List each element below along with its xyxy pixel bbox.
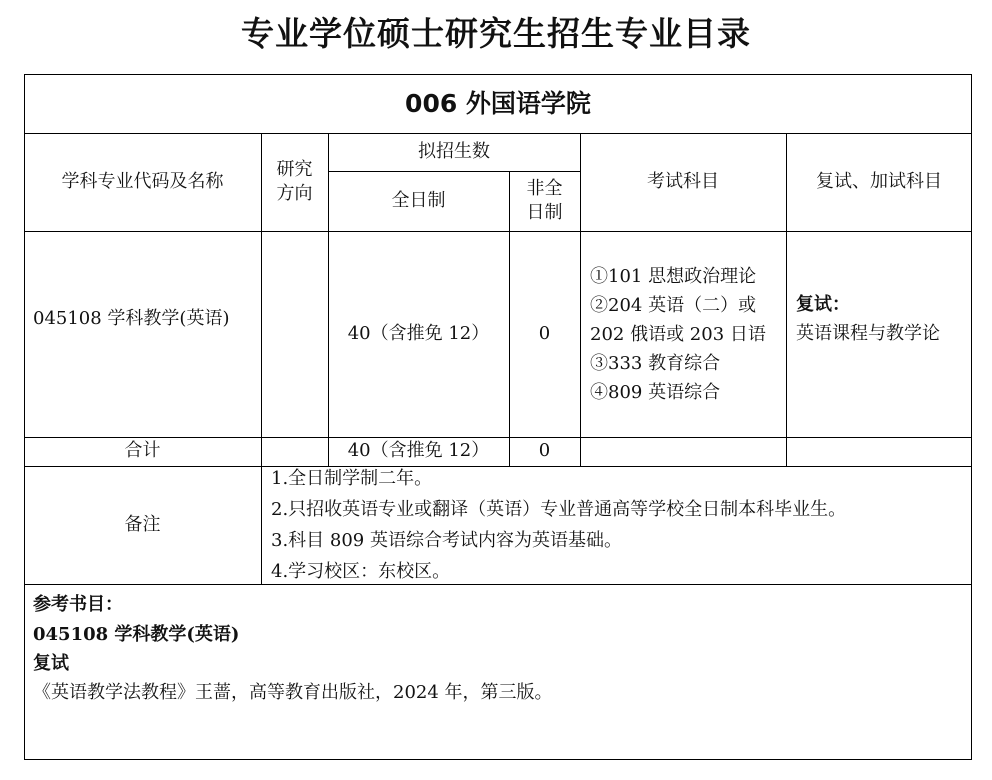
header-direction: [261, 133, 328, 231]
exam-subject: ①101 思想政治理论: [590, 265, 757, 287]
references-section: 复试: [33, 653, 69, 674]
retest-subject: 英语课程与教学论: [796, 323, 940, 344]
exam-subject: 202 俄语或 203 日语: [590, 323, 766, 345]
program-code-name: 045108 学科教学(英语): [33, 307, 230, 329]
notes-label: 备注: [124, 513, 161, 535]
retest-label: 复试：: [796, 294, 850, 315]
note-item: 1.全日制学制二年。: [271, 468, 433, 489]
header-full-time: 全日制: [391, 189, 446, 211]
reference-book: 《英语教学法教程》王蔷，高等教育出版社，2024 年，第三版。: [33, 682, 553, 703]
header-part-time: [509, 171, 580, 231]
full-time-quota: 40（含推免 12）: [347, 322, 490, 344]
note-item: 2.只招收英语专业或翻译（英语）专业普通高等学校全日制本科毕业生。: [271, 499, 847, 520]
header-retest: 复试、加试科目: [816, 170, 942, 192]
header-part-time-line: 日制: [526, 202, 563, 223]
total-part-time: 0: [538, 440, 551, 462]
references-program: 045108 学科教学(英语): [33, 624, 240, 645]
department-title: 006 外国语学院: [405, 88, 591, 118]
total-label: 合计: [124, 440, 161, 462]
header-part-time-line: 非全: [526, 177, 563, 199]
header-code-name: 学科专业代码及名称: [61, 170, 224, 192]
page-title: 专业学位硕士研究生招生专业目录: [241, 14, 751, 53]
header-direction-line: 研究: [276, 158, 313, 180]
header-planned: 拟招生数: [418, 140, 490, 162]
exam-subject: ②204 英语（二）或: [590, 294, 757, 316]
total-full-time: 40（含推免 12）: [347, 440, 490, 462]
header-direction-line: 方向: [276, 183, 313, 204]
notes-list: [271, 466, 966, 584]
references-heading: 参考书目：: [33, 594, 123, 615]
exam-subject: ④809 英语综合: [590, 381, 721, 403]
note-item: 3.科目 809 英语综合考试内容为英语基础。: [271, 530, 622, 551]
header-exam-subjects: 考试科目: [647, 170, 719, 192]
exam-subject: ③333 教育综合: [590, 352, 721, 374]
exam-subject-list: [590, 231, 786, 437]
part-time-quota: 0: [538, 322, 551, 344]
retest-subjects: [796, 231, 970, 407]
note-item: 4.学习校区：东校区。: [271, 561, 451, 582]
